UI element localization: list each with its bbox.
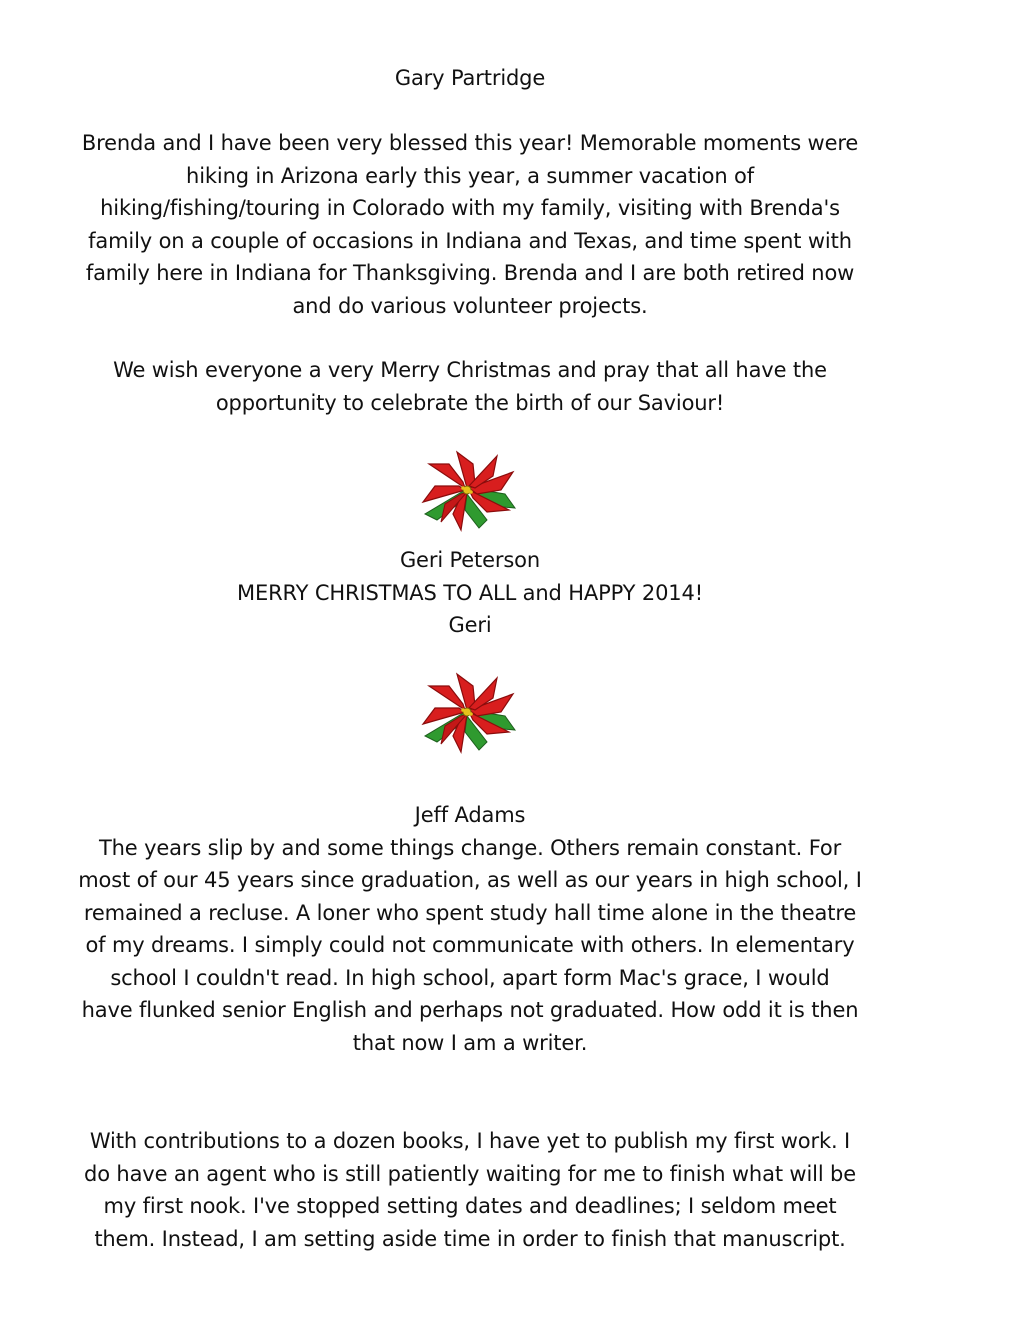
geri-section — [55, 544, 885, 642]
text-line: that now I am a writer. — [352, 1030, 588, 1055]
text-line: hiking/fishing/touring in Colorado with my family, visiting with Brenda's — [100, 196, 840, 220]
poinsettia-icon — [417, 672, 521, 754]
jeff-section — [55, 799, 885, 1059]
text-line: We wish everyone a very Merry Christmas and pray that all have the — [113, 358, 827, 382]
gary-paragraph-2 — [55, 354, 885, 419]
text-line: them. Instead, I am setting aside time in order to finish that manuscript. — [94, 1226, 846, 1251]
text-line: hiking in Arizona early this year, a summer vacation of — [186, 163, 754, 188]
text-line: and do various volunteer projects. — [292, 293, 648, 318]
gary-section — [55, 62, 885, 95]
geri-signature: Geri — [448, 613, 492, 637]
text-line: With contributions to a dozen books, I have yet to publish my first work. I — [89, 1129, 851, 1153]
gary-paragraph-1 — [55, 127, 885, 322]
text-line: school I couldn't read. In high school, apart form Mac's grace, I would — [110, 965, 830, 990]
gary-name: Gary Partridge — [394, 66, 546, 90]
poinsettia-icon — [417, 450, 521, 532]
text-line: my first nook. I've stopped setting dates and deadlines; I seldom meet — [103, 1194, 837, 1218]
text-line: family on a couple of occasions in Indiana and Texas, and time spent with — [88, 228, 852, 253]
jeff-name: Jeff Adams — [414, 803, 526, 827]
text-line: have flunked senior English and perhaps not graduated. How odd it is then — [81, 998, 859, 1022]
geri-name: Geri Peterson — [399, 548, 541, 572]
text-line: do have an agent who is still patiently waiting for me to finish what will be — [84, 1161, 856, 1186]
text-line: opportunity to celebrate the birth of our Saviour! — [215, 390, 725, 415]
text-line: The years slip by and some things change. Others remain constant. For — [98, 835, 842, 860]
geri-message: MERRY CHRISTMAS TO ALL and HAPPY 2014! — [237, 580, 703, 605]
text-line: of my dreams. I simply could not communicate with others. In elementary — [85, 933, 855, 957]
text-line: remained a recluse. A loner who spent study hall time alone in the theatre — [83, 900, 857, 925]
text-line: family here in Indiana for Thanksgiving. Brenda and I are both retired now — [85, 261, 855, 285]
text-line: most of our 45 years since graduation, as well as our years in high school, I — [78, 868, 862, 892]
text-line: Brenda and I have been very blessed this year! Memorable moments were — [81, 131, 859, 155]
jeff-paragraph-2 — [55, 1125, 885, 1255]
